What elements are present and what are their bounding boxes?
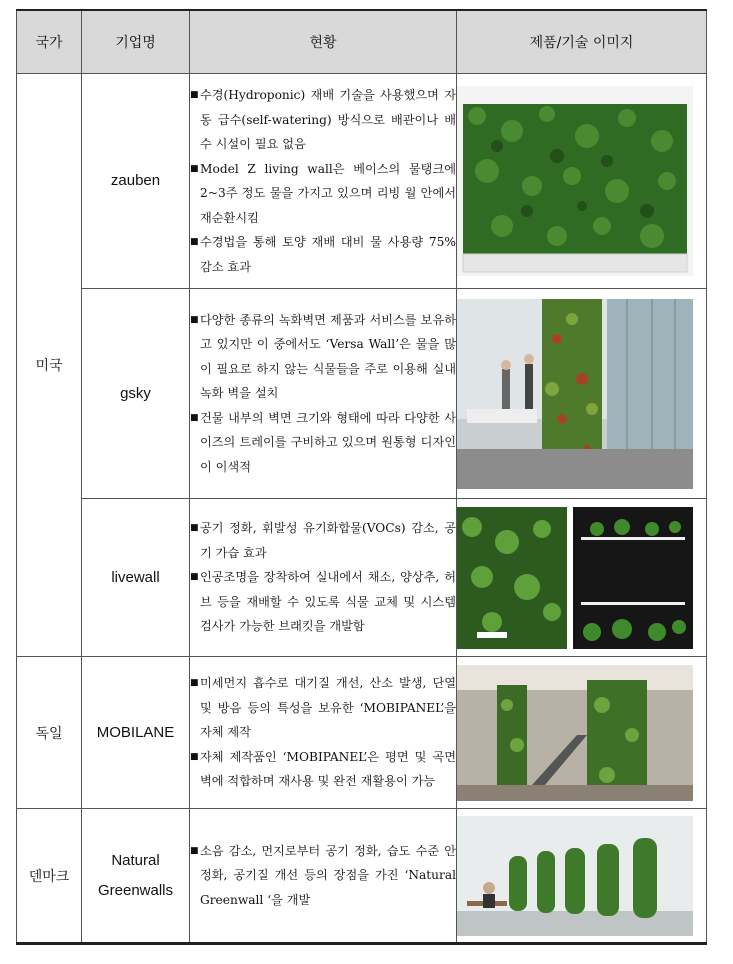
image-cell [457, 74, 707, 289]
zauben-wall-image [457, 86, 706, 276]
status-bullet: ■ 공기 정화, 휘발성 유기화합물(VOCs) 감소, 공기 가습 효과 [190, 516, 456, 565]
company-name-line1: Natural [111, 851, 160, 869]
header-country: 국가 [17, 10, 82, 74]
country-denmark: 덴마크 [17, 809, 82, 944]
company-name: MOBILANE [82, 657, 190, 809]
status-cell [190, 74, 457, 289]
status-cell [190, 499, 457, 657]
status-cell [190, 289, 457, 499]
header-company: 기업명 [82, 10, 190, 74]
gsky-wall-image [457, 299, 706, 489]
status-bullet: ■ 소음 감소, 먼지로부터 공기 정화, 습도 수준 안정화, 공기질 개선 등의 장점을 가진 ‘Natural Greenwall ‘을 개발 [190, 839, 456, 913]
image-cell [457, 657, 707, 809]
mobilane-wall-image [457, 665, 706, 801]
country-usa: 미국 [17, 74, 82, 657]
header-status: 현황 [190, 10, 457, 74]
table-row [17, 74, 707, 289]
natural-greenwalls-image [457, 816, 706, 936]
status-bullet: ■ 미세먼지 흡수로 대기질 개선, 산소 발생, 단열 및 방음 등의 특성을 보유한 ‘MOBIPANEL’을 자체 제작 [190, 671, 456, 745]
header-image: 제품/기술 이미지 [457, 10, 707, 74]
country-germany: 독일 [17, 657, 82, 809]
image-cell [457, 289, 707, 499]
livewall-image [457, 507, 706, 649]
image-cell [457, 499, 707, 657]
status-bullet: ■ 수경법을 통해 토양 재배 대비 물 사용량 75% 감소 효과 [190, 230, 456, 279]
status-bullet: ■ 인공조명을 장착하여 실내에서 채소, 양상추, 허브 등을 재배할 수 있도록 식물 교체 및 시스템 검사가 가능한 브래킷을 개발함 [190, 565, 456, 639]
status-cell [190, 657, 457, 809]
status-bullet: ■ Model Z living wall은 베이스의 물탱크에 2~3주 정도 물을 가지고 있으며 리빙 월 안에서 재순환시킴 [190, 157, 456, 231]
status-bullet: ■ 수경(Hydroponic) 재배 기술을 사용했으며 자동 급수(self-watering) 방식으로 배관이나 배수 시설이 필요 없음 [190, 83, 456, 157]
table-row [17, 289, 707, 499]
company-name: gsky [82, 289, 190, 499]
table-row [17, 657, 707, 809]
status-bullet: ■ 건물 내부의 벽면 크기와 형태에 따라 다양한 사이즈의 트레이를 구비하고 있으며 원통형 디자인이 이색적 [190, 406, 456, 480]
company-name: zauben [82, 74, 190, 289]
company-name: livewall [82, 499, 190, 657]
image-cell [457, 809, 707, 944]
table-row [17, 499, 707, 657]
status-bullet: ■ 다양한 종류의 녹화벽면 제품과 서비스를 보유하고 있지만 이 중에서도 ‘Versa Wall’은 물을 많이 필요로 하지 않는 식물들을 주로 이용해 실내 녹화 벽을 설치 [190, 308, 456, 406]
table-row [17, 809, 707, 944]
company-name-line2: Greenwalls [97, 881, 174, 899]
status-bullet: ■ 자체 제작품인 ‘MOBIPANEL’은 평면 및 곡면 벽에 적합하며 재사용 및 완전 재활용이 가능 [190, 745, 456, 794]
company-table [16, 9, 707, 945]
header-row [17, 10, 707, 74]
status-cell [190, 809, 457, 944]
company-name [82, 809, 190, 944]
